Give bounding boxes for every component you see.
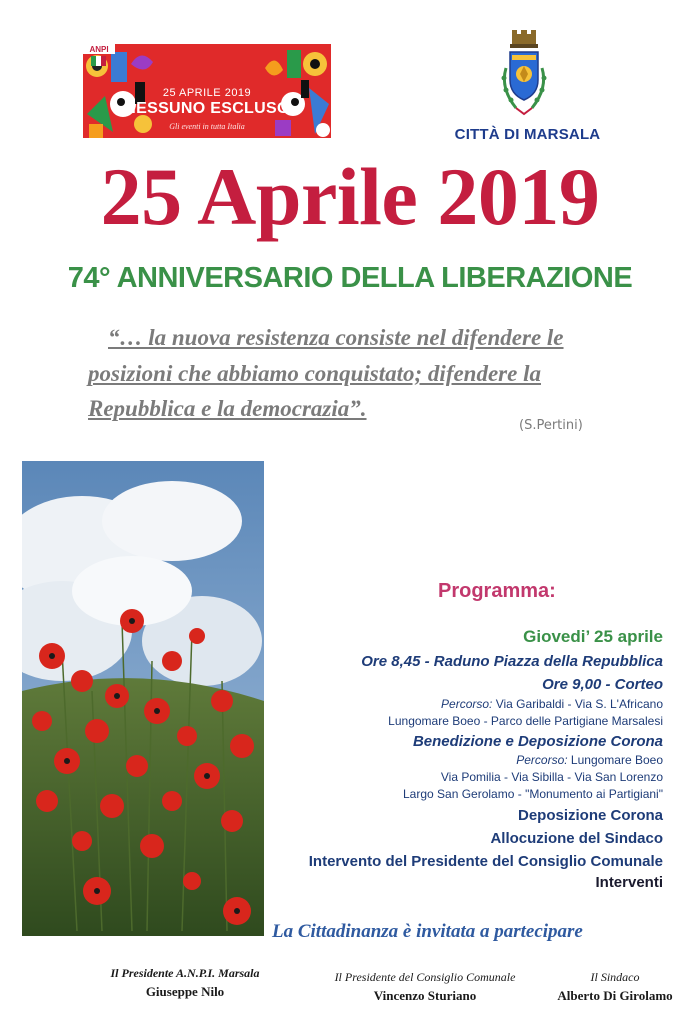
invitation-text: La Cittadinanza è invitata a partecipare bbox=[272, 921, 583, 942]
program-route-text: Lungomare Boeo - Parco delle Partigiane Marsalesi bbox=[388, 714, 663, 728]
quote-line-3: Repubblica e la democrazia”. bbox=[88, 396, 367, 421]
signature-name: Giuseppe Nilo bbox=[145, 984, 225, 999]
program-item: Ore 9,00 - Corteo bbox=[542, 676, 663, 693]
city-name: CITTÀ DI MARSALA bbox=[454, 126, 601, 143]
anpi-logo-icon bbox=[83, 44, 115, 72]
signature-role: Il Presidente del Consiglio Comunale bbox=[334, 970, 516, 984]
quote-line-1: “… la nuova resistenza consiste nel difendere le bbox=[108, 325, 564, 350]
banner-title: NESSUNO ESCLUSO bbox=[124, 100, 290, 117]
signature-name: Vincenzo Sturiano bbox=[373, 988, 477, 1003]
program-route-text: Via Pomilia - Via Sibilla - Via San Lorenzo bbox=[440, 770, 663, 784]
program-route bbox=[441, 697, 663, 711]
program-item: Intervento del Presidente del Consiglio Comunale bbox=[308, 853, 663, 870]
program-route-text: Via Garibaldi - Via S. L'Africano bbox=[495, 697, 663, 711]
program-item: Allocuzione del Sindaco bbox=[490, 830, 663, 847]
signature-role: Il Sindaco bbox=[590, 970, 640, 984]
program-day-date: 25 aprile bbox=[594, 627, 663, 646]
anniversary-subtitle: 74° ANNIVERSARIO DELLA LIBERAZIONE bbox=[67, 262, 633, 294]
program-item: Ore 8,45 - Raduno Piazza della Repubblica bbox=[361, 653, 663, 670]
percorso-label: Percorso: bbox=[516, 753, 568, 767]
program-day-label: Giovedi’ bbox=[523, 627, 590, 646]
page-title: 25 Aprile 2019 bbox=[100, 151, 600, 242]
program-route bbox=[516, 753, 663, 767]
program-day bbox=[523, 627, 663, 647]
svg-text:ANPI: ANPI bbox=[89, 45, 109, 54]
signature-role: Il Presidente A.N.P.I. Marsala bbox=[110, 966, 260, 980]
banner-date: 25 APRILE 2019 bbox=[162, 87, 252, 99]
percorso-label: Percorso: bbox=[441, 697, 493, 711]
quote-author: (S.Pertini) bbox=[519, 418, 583, 433]
quote-line-2: posizioni che abbiamo conquistato; difendere la bbox=[88, 361, 541, 386]
program-route-text: Largo San Gerolamo - "Monumento ai Partigiani" bbox=[403, 787, 663, 801]
signature-name: Alberto Di Girolamo bbox=[557, 988, 673, 1003]
banner-subtitle: Gli eventi in tutta Italia bbox=[169, 122, 245, 131]
event-banner bbox=[83, 44, 331, 138]
program-route-text: Lungomare Boeo bbox=[570, 753, 663, 767]
programma-heading: Programma: bbox=[438, 580, 556, 602]
program-item: Benedizione e Deposizione Corona bbox=[412, 733, 663, 750]
program-item: Deposizione Corona bbox=[517, 807, 663, 824]
city-crest-icon bbox=[498, 28, 550, 120]
program-item: Interventi bbox=[595, 874, 663, 891]
poppy-field-photo bbox=[22, 461, 264, 936]
